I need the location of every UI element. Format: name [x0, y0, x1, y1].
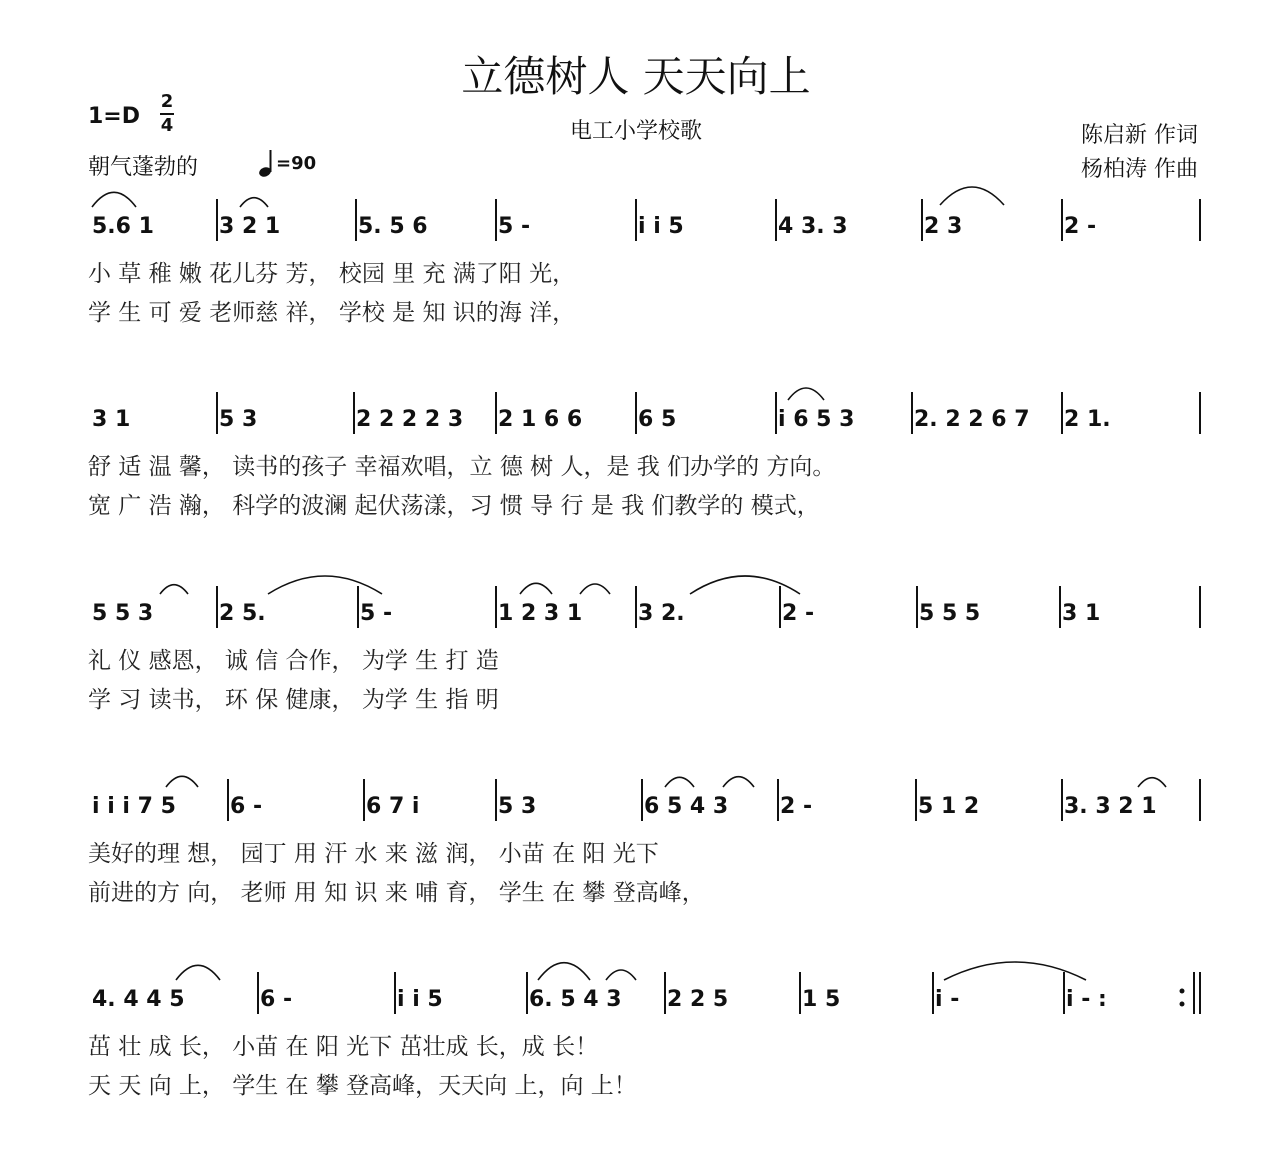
- measure-notes: 2 1 6 6: [498, 407, 583, 432]
- lyrics-verse-1: 美好的理 想， 园丁 用 汗 水 来 滋 润， 小苗 在 阳 光下: [88, 841, 659, 867]
- slur-arc: [176, 965, 220, 980]
- measure-notes: 3 1: [1062, 601, 1101, 626]
- lyrics-verse-1: 舒 适 温 馨， 读书的孩子 幸福欢唱，立 德 树 人，是 我 们办学的 方向。: [88, 454, 836, 480]
- slur-arc: [723, 777, 754, 787]
- song-title: 立德树人 天天向上: [461, 52, 811, 101]
- measure-notes: 6 7 i: [366, 794, 420, 819]
- measure-notes: 6 -: [230, 794, 263, 819]
- measure-notes: 5. 5 6: [358, 214, 428, 239]
- measure-notes: 2 5.: [219, 601, 266, 626]
- slur-arc: [268, 576, 382, 594]
- measure-notes: 1 2 3 1: [498, 601, 583, 626]
- measure-notes: 5.6 1: [92, 214, 154, 239]
- measure-notes: 6. 5 4 3: [529, 987, 622, 1012]
- tempo-expression: 朝气蓬勃的: [88, 155, 199, 180]
- measure-notes: i i 5: [638, 214, 684, 239]
- slur-arc: [580, 584, 610, 594]
- slur-arc: [1138, 778, 1166, 787]
- measure-notes: 5 1 2: [918, 794, 980, 819]
- measure-notes: 4 3. 3: [778, 214, 848, 239]
- slur-arc: [160, 585, 188, 594]
- time-signature-bottom: 4: [160, 115, 174, 136]
- measure-notes: 1 5: [802, 987, 841, 1012]
- measure-notes: 5 -: [360, 601, 393, 626]
- lyrics-verse-2: 前进的方 向， 老师 用 知 识 来 哺 育， 学生 在 攀 登高峰，: [88, 880, 705, 906]
- measure-notes: i i i 7 5: [92, 794, 176, 819]
- slur-arc: [520, 583, 552, 594]
- measure-notes: 4. 4 4 5: [92, 987, 185, 1012]
- slur-arc: [538, 963, 590, 980]
- key-signature: 1=D: [88, 104, 141, 129]
- measure-notes: 2 -: [782, 601, 815, 626]
- measure-notes: 6 -: [260, 987, 293, 1012]
- composer-credit: 杨柏涛 作曲: [1081, 157, 1198, 182]
- tempo-value: =90: [276, 153, 317, 174]
- lyrics-verse-2: 学 生 可 爱 老师慈 祥， 学校 是 知 识的海 洋，: [88, 300, 576, 326]
- measure-notes: 2 2 2 2 3: [356, 407, 464, 432]
- measure-notes: 2 1.: [1064, 407, 1111, 432]
- measure-notes: 2 3: [924, 214, 963, 239]
- measure-notes: 3 2 1: [219, 214, 281, 239]
- measure-notes: 3 2.: [638, 601, 685, 626]
- slur-arc: [788, 388, 824, 400]
- repeat-dot: [1180, 989, 1185, 994]
- slur-arc: [940, 187, 1004, 205]
- lyrics-verse-2: 天 天 向 上， 学生 在 攀 登高峰，天天向 上，向 上！: [88, 1073, 637, 1099]
- measure-notes: 5 3: [219, 407, 258, 432]
- measure-notes: i i 5: [397, 987, 443, 1012]
- lyrics-verse-2: 宽 广 浩 瀚， 科学的波澜 起伏荡漾，习 惯 导 行 是 我 们教学的 模式，: [88, 493, 820, 519]
- measure-notes: 3. 3 2 1: [1064, 794, 1157, 819]
- measure-notes: 2. 2 2 6 7: [914, 407, 1030, 432]
- measure-notes: i - :: [1066, 987, 1107, 1012]
- measure-notes: 5 3: [498, 794, 537, 819]
- measure-notes: i -: [935, 987, 960, 1012]
- measure-notes: 3 1: [92, 407, 131, 432]
- lyricist-credit: 陈启新 作词: [1081, 123, 1198, 148]
- measure-notes: 2 2 5: [667, 987, 729, 1012]
- song-subtitle: 电工小学校歌: [569, 119, 702, 144]
- measure-notes: 5 -: [498, 214, 531, 239]
- measure-notes: 6 5 4 3: [644, 794, 729, 819]
- measure-notes: 6 5: [638, 407, 677, 432]
- lyrics-verse-1: 茁 壮 成 长， 小苗 在 阳 光下 茁壮成 长，成 长！: [88, 1034, 599, 1060]
- slur-arc: [690, 576, 800, 594]
- lyrics-verse-2: 学 习 读书， 环 保 健康， 为学 生 指 明: [88, 687, 499, 713]
- slur-arc: [606, 970, 636, 980]
- slur-arc: [92, 192, 136, 207]
- time-signature-top: 2: [160, 91, 174, 112]
- measure-notes: 5 5 5: [919, 601, 981, 626]
- lyrics-verse-1: 小 草 稚 嫩 花儿芬 芳， 校园 里 充 满了阳 光，: [88, 261, 576, 287]
- measure-notes: i 6 5 3: [778, 407, 855, 432]
- lyrics-verse-1: 礼 仪 感恩， 诚 信 合作， 为学 生 打 造: [88, 648, 499, 674]
- slur-arc: [665, 777, 694, 787]
- measure-notes: 2 -: [1064, 214, 1097, 239]
- measure-notes: 5 5 3: [92, 601, 154, 626]
- repeat-dot: [1180, 1002, 1185, 1007]
- measure-notes: 2 -: [780, 794, 813, 819]
- slur-arc: [240, 198, 268, 207]
- slur-arc: [166, 776, 198, 787]
